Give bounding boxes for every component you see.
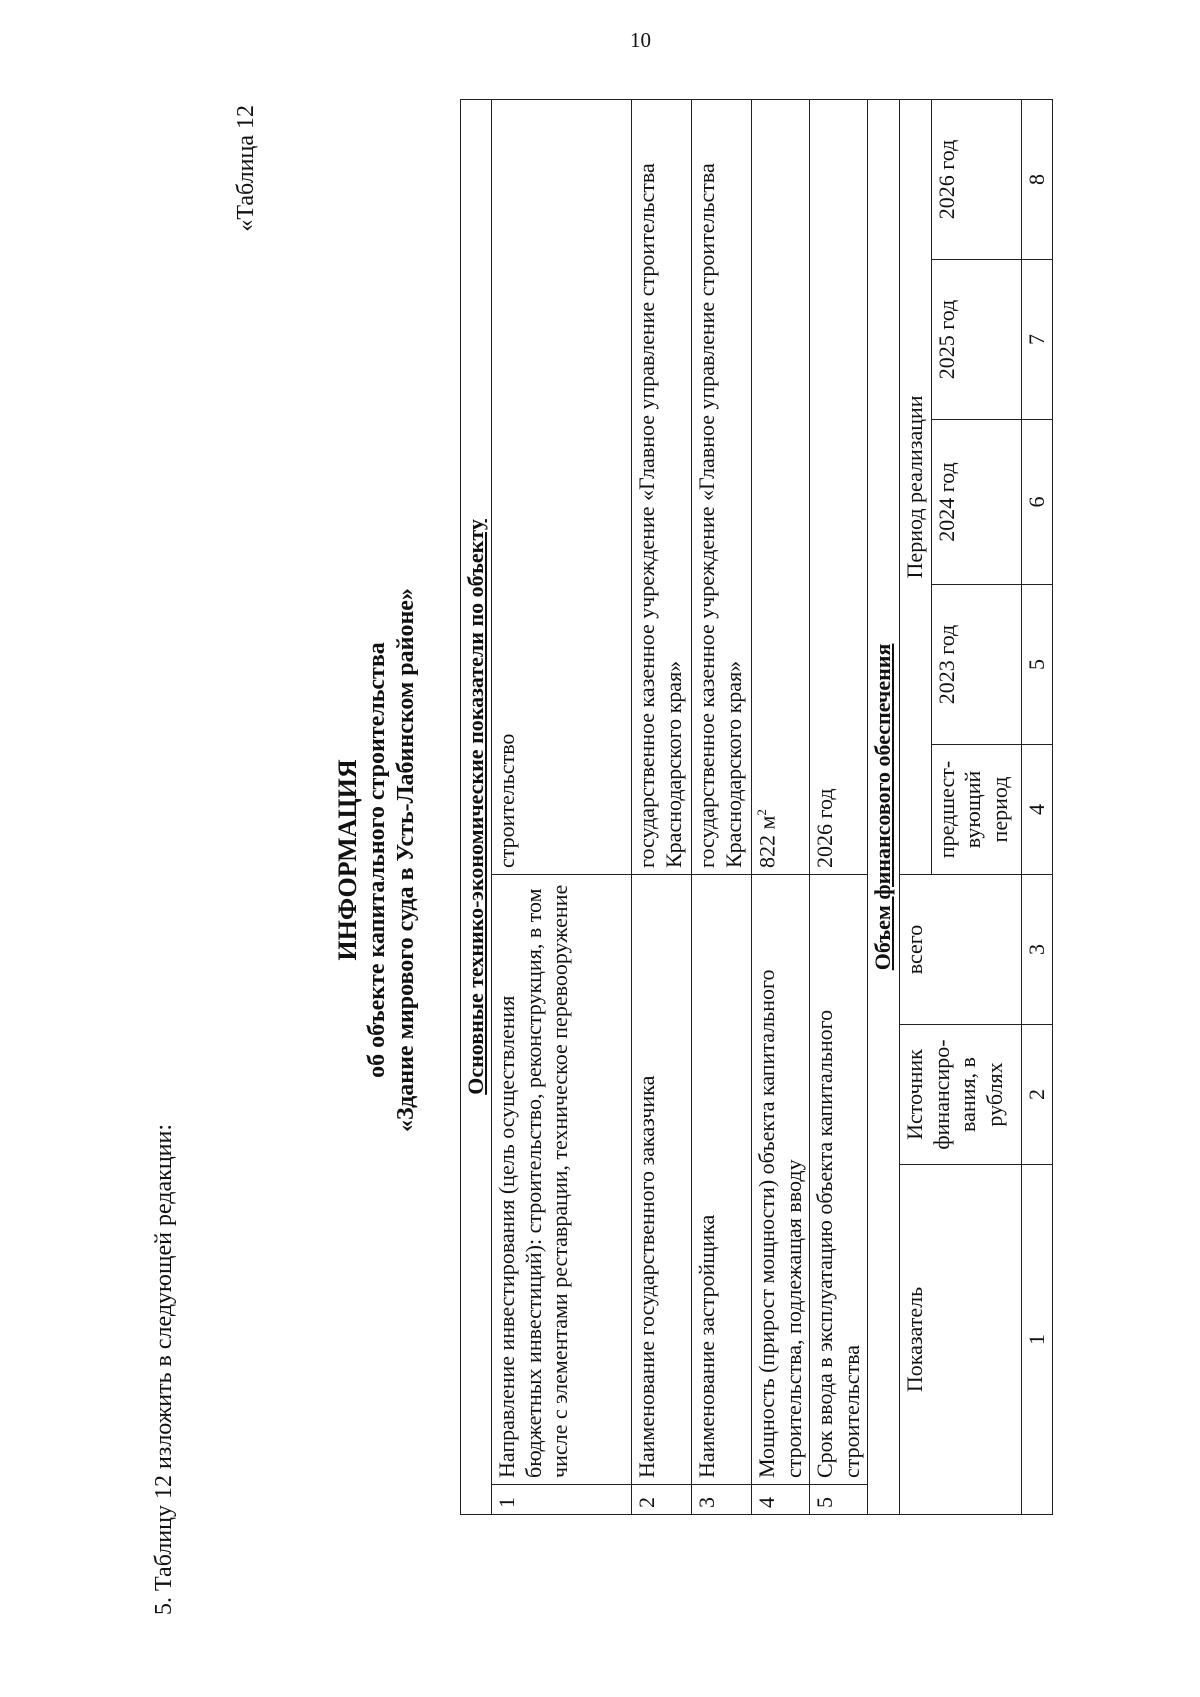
column-number: 2 <box>1021 1025 1052 1165</box>
document-subtitle: об объекте капитального строительства <box>364 642 391 1078</box>
column-number: 5 <box>1021 585 1052 745</box>
row-label: Наименование государственного заказчика <box>632 875 692 1485</box>
row-value: государственное казенное учреждение «Главное управление строительства Краснодарского края» <box>692 99 752 874</box>
column-numbers-row <box>1021 99 1052 1514</box>
header-year-2026: 2026 год <box>931 99 1021 259</box>
row-number: 5 <box>810 1485 868 1515</box>
row-value <box>752 99 810 874</box>
page-number: 10 <box>630 28 651 52</box>
section-header-row <box>461 99 492 1514</box>
row-number: 2 <box>632 1485 692 1515</box>
header-source: Источник финансиро-вания, в рублях <box>900 1025 1021 1165</box>
row-label: Мощность (прирост мощности) объекта капитального строительства, подлежащая вводу <box>752 875 810 1485</box>
fin-header-row <box>900 99 931 1514</box>
rotated-page-content <box>150 105 1110 1615</box>
intro-text: 5. Таблицу 12 изложить в следующей редакции: <box>151 1123 177 1615</box>
table-caption: «Таблица 12 <box>233 105 259 232</box>
column-number: 6 <box>1021 420 1052 585</box>
row-number: 3 <box>692 1485 752 1515</box>
capacity-value: 822 м <box>754 815 780 868</box>
header-year-2023: 2023 год <box>931 585 1021 745</box>
header-indicator: Показатель <box>900 1165 1021 1515</box>
header-period: Период реализации <box>900 99 931 874</box>
column-number: 8 <box>1021 99 1052 259</box>
header-year-2025: 2025 год <box>931 260 1021 420</box>
row-value: строительство <box>492 99 632 874</box>
capacity-unit-exponent: 2 <box>754 809 770 816</box>
object-name: «Здание мирового суда в Усть-Лабинском районе» <box>392 588 419 1132</box>
table-row <box>752 99 810 1514</box>
table-row <box>632 99 692 1514</box>
header-year-2024: 2024 год <box>931 420 1021 585</box>
section-header-financial: Объем финансового обеспечения <box>868 99 900 1514</box>
row-label: Направление инвестирования (цель осуществления бюджетных инвестиций): строительство, реконструкция, в том числе с элементами реставрации, техническое перевооружение <box>492 875 632 1485</box>
row-label: Наименование застройщика <box>692 875 752 1485</box>
section-header-row <box>868 99 900 1514</box>
header-previous-period: предшест-вующий период <box>931 745 1021 875</box>
header-total: всего <box>900 875 1021 1025</box>
table-row <box>810 99 868 1514</box>
row-number: 4 <box>752 1485 810 1515</box>
title-block <box>332 105 421 1615</box>
column-number: 1 <box>1021 1165 1052 1515</box>
info-table <box>460 99 1053 1515</box>
column-number: 4 <box>1021 745 1052 875</box>
row-value: государственное казенное учреждение «Главное управление строительства Краснодарского края» <box>632 99 692 874</box>
table-row <box>692 99 752 1514</box>
document-title: ИНФОРМАЦИЯ <box>333 759 362 961</box>
column-number: 7 <box>1021 260 1052 420</box>
row-value: 2026 год <box>810 99 868 874</box>
section-header-technical: Основные технико-экономические показатели по объекту <box>461 99 492 1514</box>
row-number: 1 <box>492 1485 632 1515</box>
table-row <box>492 99 632 1514</box>
column-number: 3 <box>1021 875 1052 1025</box>
row-label: Срок ввода в эксплуатацию объекта капитального строительства <box>810 875 868 1485</box>
